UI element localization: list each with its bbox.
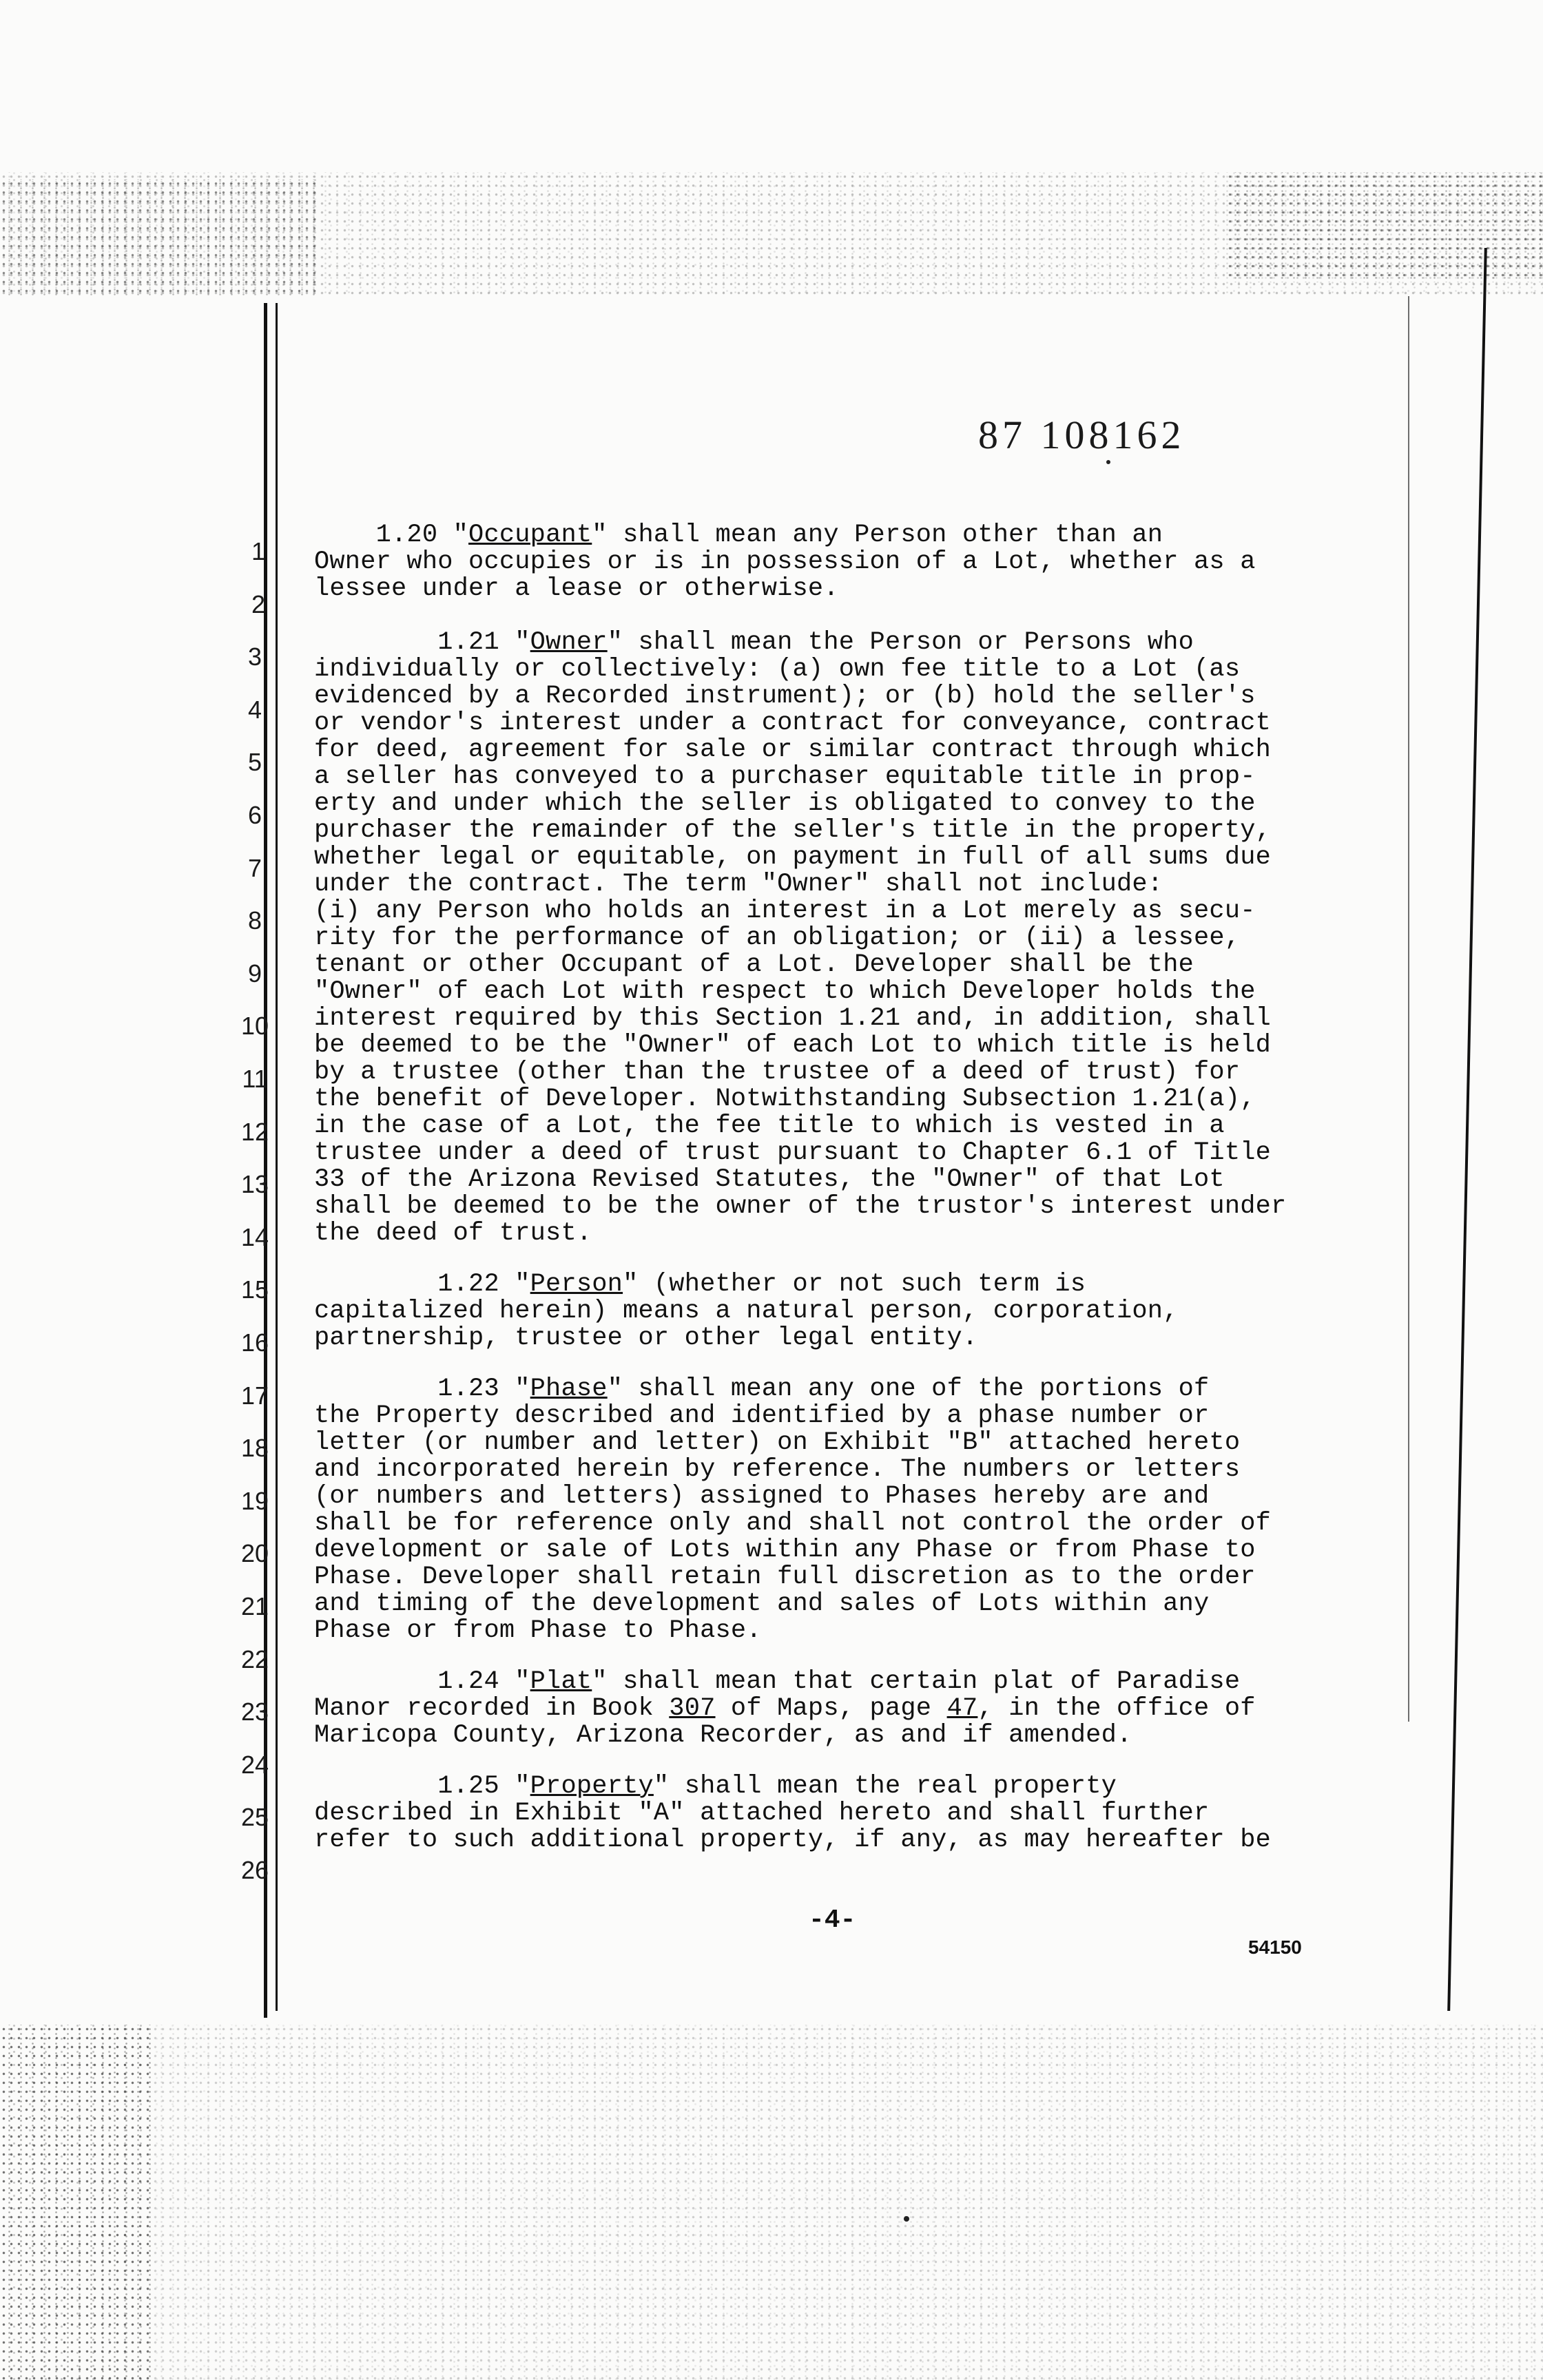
text-line: Owner who occupies or is in possession of a Lot, whether as a (314, 547, 1256, 576)
line-number: 17 (240, 1381, 269, 1410)
text-line: letter (or number and letter) on Exhibit "B" attached hereto (314, 1428, 1241, 1458)
section-1-24 (314, 1669, 1256, 1749)
text-line: in the case of a Lot, the fee title to which is vested in a (314, 1111, 1225, 1140)
text-line: under the contract. The term "Owner" shall not include: (314, 870, 1163, 899)
line-number: 15 (240, 1275, 269, 1304)
text-line: Phase. Developer shall retain full discretion as to the order (314, 1563, 1256, 1592)
text-line: 1.23 "Phase" shall mean any one of the portions of (314, 1375, 1210, 1404)
text-line: and timing of the development and sales of Lots within any (314, 1589, 1210, 1619)
text-line: evidenced by a Recorded instrument); or (b) hold the seller's (314, 682, 1256, 711)
text-line: and incorporated herein by reference. The numbers or letters (314, 1455, 1241, 1485)
line-number: 4 (247, 695, 262, 724)
line-number: 21 (240, 1592, 269, 1620)
speck (1106, 460, 1110, 464)
line-number: 12 (240, 1117, 269, 1146)
text-line: described in Exhibit "A" attached hereto and shall further (314, 1799, 1210, 1828)
line-number: 10 (240, 1012, 269, 1041)
line-number-column (0, 0, 276, 2380)
line-number: 24 (240, 1750, 269, 1779)
text-line: the Property described and identified by a phase number or (314, 1401, 1210, 1431)
text-line: capitalized herein) means a natural person, corporation, (314, 1297, 1179, 1326)
text-line: refer to such additional property, if any, as may hereafter be (314, 1826, 1272, 1855)
line-number: 9 (247, 959, 262, 988)
text-line: or vendor's interest under a contract for conveyance, contract (314, 709, 1272, 738)
text-line: Manor recorded in Book 307 of Maps, page 47, in the office of (314, 1694, 1256, 1724)
line-number: 11 (242, 1065, 268, 1093)
text-line: trustee under a deed of trust pursuant to Chapter 6.1 of Title (314, 1138, 1272, 1167)
scan-noise-top-right (1226, 172, 1543, 282)
text-line: 1.20 "Occupant" shall mean any Person other than an (314, 521, 1163, 550)
text-line: 1.21 "Owner" shall mean the Person or Persons who (314, 628, 1194, 657)
line-number: 3 (247, 643, 262, 671)
text-line: 33 of the Arizona Revised Statutes, the "Owner" of that Lot (314, 1165, 1225, 1194)
text-line: 1.22 "Person" (whether or not such term is (314, 1270, 1086, 1299)
text-line: shall be for reference only and shall not control the order of (314, 1509, 1272, 1538)
line-number: 16 (240, 1328, 269, 1357)
text-line: the benefit of Developer. Notwithstanding Subsection 1.21(a), (314, 1085, 1256, 1114)
right-margin-rule-inner (1408, 296, 1409, 1722)
text-line: shall be deemed to be the owner of the trustor's interest under (314, 1192, 1287, 1221)
text-line: tenant or other Occupant of a Lot. Developer shall be the (314, 950, 1194, 979)
text-line: whether legal or equitable, on payment in full of all sums due (314, 843, 1272, 872)
section-1-20 (314, 522, 1256, 603)
text-line: by a trustee (other than the trustee of a deed of trust) for (314, 1058, 1241, 1087)
text-line: "Owner" of each Lot with respect to which Developer holds the (314, 977, 1256, 1006)
text-line: partnership, trustee or other legal entity. (314, 1324, 978, 1353)
section-1-21 (314, 629, 1286, 1247)
line-number: 6 (247, 801, 262, 829)
text-line: 1.25 "Property" shall mean the real property (314, 1772, 1117, 1802)
text-line: development or sale of Lots within any Phase or from Phase to (314, 1536, 1256, 1565)
page-number: -4- (809, 1906, 856, 1935)
line-number: 22 (240, 1645, 269, 1673)
line-number: 8 (247, 906, 262, 935)
text-line: lessee under a lease or otherwise. (314, 574, 839, 603)
section-1-25 (314, 1773, 1271, 1854)
text-line: a seller has conveyed to a purchaser equitable title in prop- (314, 762, 1256, 791)
line-number: 2 (251, 589, 266, 618)
line-number: 1 (251, 537, 266, 565)
line-number: 20 (240, 1539, 269, 1568)
right-margin-rule-outer (1447, 248, 1487, 2011)
section-1-22 (314, 1271, 1179, 1352)
recording-number: 87 108162 (978, 413, 1185, 457)
line-number: 19 (240, 1486, 269, 1515)
text-line: (i) any Person who holds an interest in a Lot merely as secu- (314, 897, 1256, 926)
line-number: 14 (240, 1222, 269, 1251)
document-code: 54150 (1248, 1937, 1302, 1958)
line-number: 5 (247, 748, 262, 777)
text-line: Maricopa County, Arizona Recorder, as and if amended. (314, 1721, 1132, 1751)
text-line: for deed, agreement for sale or similar contract through which (314, 735, 1272, 764)
text-line: purchaser the remainder of the seller's title in the property, (314, 816, 1272, 845)
text-line: the deed of trust. (314, 1219, 592, 1248)
text-line: interest required by this Section 1.21 and, in addition, shall (314, 1004, 1272, 1033)
text-line: 1.24 "Plat" shall mean that certain plat of Paradise (314, 1667, 1241, 1697)
text-line: rity for the performance of an obligation; or (ii) a lessee, (314, 923, 1241, 952)
text-line: erty and under which the seller is obligated to convey to the (314, 789, 1256, 818)
text-line: individually or collectively: (a) own fee title to a Lot (as (314, 655, 1241, 684)
line-number: 13 (240, 1170, 269, 1199)
line-number: 18 (240, 1434, 269, 1463)
text-line: Phase or from Phase to Phase. (314, 1616, 762, 1646)
line-number: 23 (240, 1698, 269, 1726)
section-1-23 (314, 1376, 1271, 1645)
text-line: be deemed to be the "Owner" of each Lot to which title is held (314, 1031, 1272, 1060)
line-number: 26 (240, 1856, 269, 1884)
speck (904, 2216, 909, 2222)
line-number: 7 (247, 853, 262, 882)
text-line: (or numbers and letters) assigned to Phases hereby are and (314, 1482, 1210, 1512)
line-number: 25 (240, 1803, 269, 1832)
